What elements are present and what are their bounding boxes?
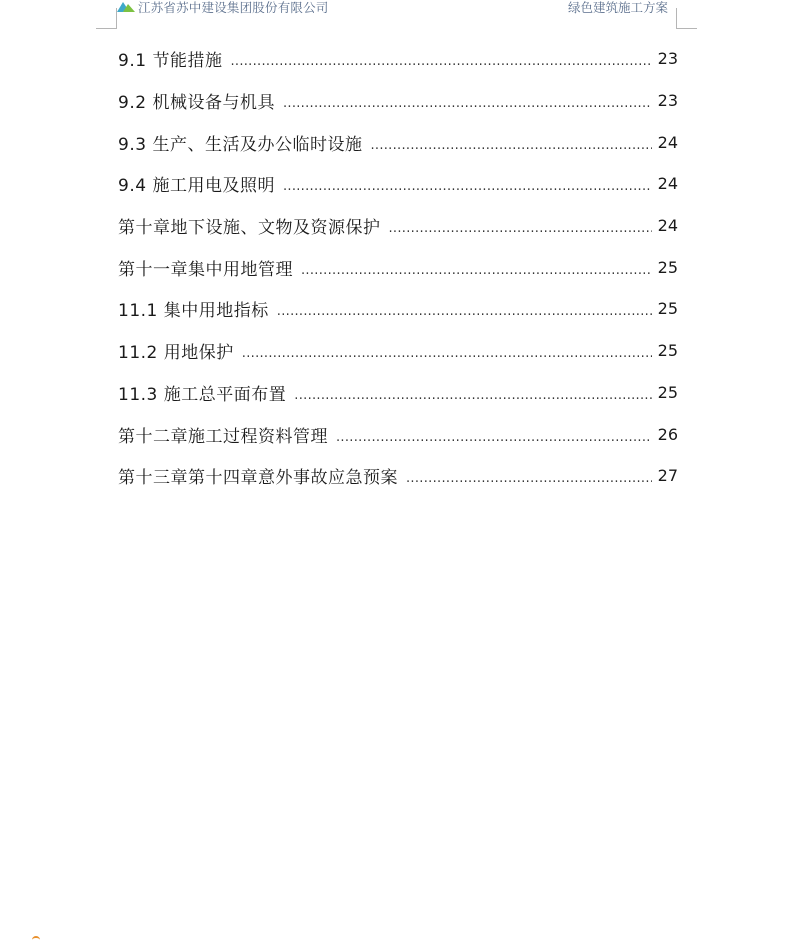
- toc-dot-leader: [283, 96, 652, 111]
- toc-entry-title: 第十一章集中用地管理: [118, 259, 293, 280]
- toc-dot-leader: [242, 346, 652, 361]
- toc-entry-page: 24: [657, 132, 678, 152]
- company-logo-icon: [117, 0, 135, 12]
- toc-entry-title: 11.1 集中用地指标: [118, 301, 269, 322]
- toc-entry[interactable]: [118, 455, 678, 497]
- table-of-contents: [118, 38, 678, 497]
- toc-entry-title: 第十章地下设施、文物及资源保护: [118, 218, 381, 239]
- toc-entry-page: 26: [657, 424, 678, 444]
- toc-dot-leader: [294, 388, 652, 403]
- toc-entry[interactable]: [118, 372, 678, 414]
- toc-entry[interactable]: [118, 413, 678, 455]
- toc-entry-title: 11.3 施工总平面布置: [118, 384, 287, 405]
- toc-entry[interactable]: [118, 121, 678, 163]
- corner-mark: [32, 936, 40, 941]
- toc-entry[interactable]: [118, 330, 678, 372]
- toc-dot-leader: [406, 471, 652, 486]
- toc-entry[interactable]: [118, 80, 678, 122]
- toc-dot-leader: [370, 138, 652, 153]
- toc-entry-page: 27: [657, 466, 678, 486]
- crop-mark-left-vertical: [116, 8, 117, 28]
- toc-entry[interactable]: [118, 38, 678, 80]
- toc-entry-page: 24: [657, 216, 678, 236]
- toc-entry-page: 25: [657, 257, 678, 277]
- page-header: [0, 0, 794, 30]
- toc-dot-leader: [336, 430, 652, 445]
- toc-entry[interactable]: [118, 246, 678, 288]
- toc-dot-leader: [301, 263, 652, 278]
- toc-entry-title: 9.1 节能措施: [118, 51, 223, 72]
- toc-entry-title: 第十三章第十四章意外事故应急预案: [118, 468, 398, 489]
- toc-entry[interactable]: [118, 205, 678, 247]
- toc-dot-leader: [230, 54, 652, 69]
- toc-entry-title: 9.3 生产、生活及办公临时设施: [118, 134, 363, 155]
- toc-entry-page: 25: [657, 341, 678, 361]
- toc-dot-leader: [389, 221, 653, 236]
- toc-dot-leader: [283, 179, 652, 194]
- toc-entry[interactable]: [118, 288, 678, 330]
- toc-entry-title: 9.2 机械设备与机具: [118, 93, 275, 114]
- toc-entry-page: 25: [657, 382, 678, 402]
- toc-entry-page: 25: [657, 299, 678, 319]
- toc-entry-page: 23: [657, 91, 678, 111]
- document-title: 绿色建筑施工方案: [567, 0, 668, 15]
- crop-mark-right-horizontal: [676, 28, 697, 29]
- toc-entry[interactable]: [118, 163, 678, 205]
- toc-entry-title: 11.2 用地保护: [118, 343, 234, 364]
- crop-mark-right-vertical: [676, 8, 677, 28]
- toc-entry-page: 23: [657, 49, 678, 69]
- toc-entry-page: 24: [657, 174, 678, 194]
- toc-entry-title: 9.4 施工用电及照明: [118, 176, 275, 197]
- company-name: 江苏省苏中建设集团股份有限公司: [138, 0, 329, 15]
- crop-mark-left-horizontal: [96, 28, 117, 29]
- toc-dot-leader: [277, 304, 652, 319]
- toc-entry-title: 第十二章施工过程资料管理: [118, 426, 328, 447]
